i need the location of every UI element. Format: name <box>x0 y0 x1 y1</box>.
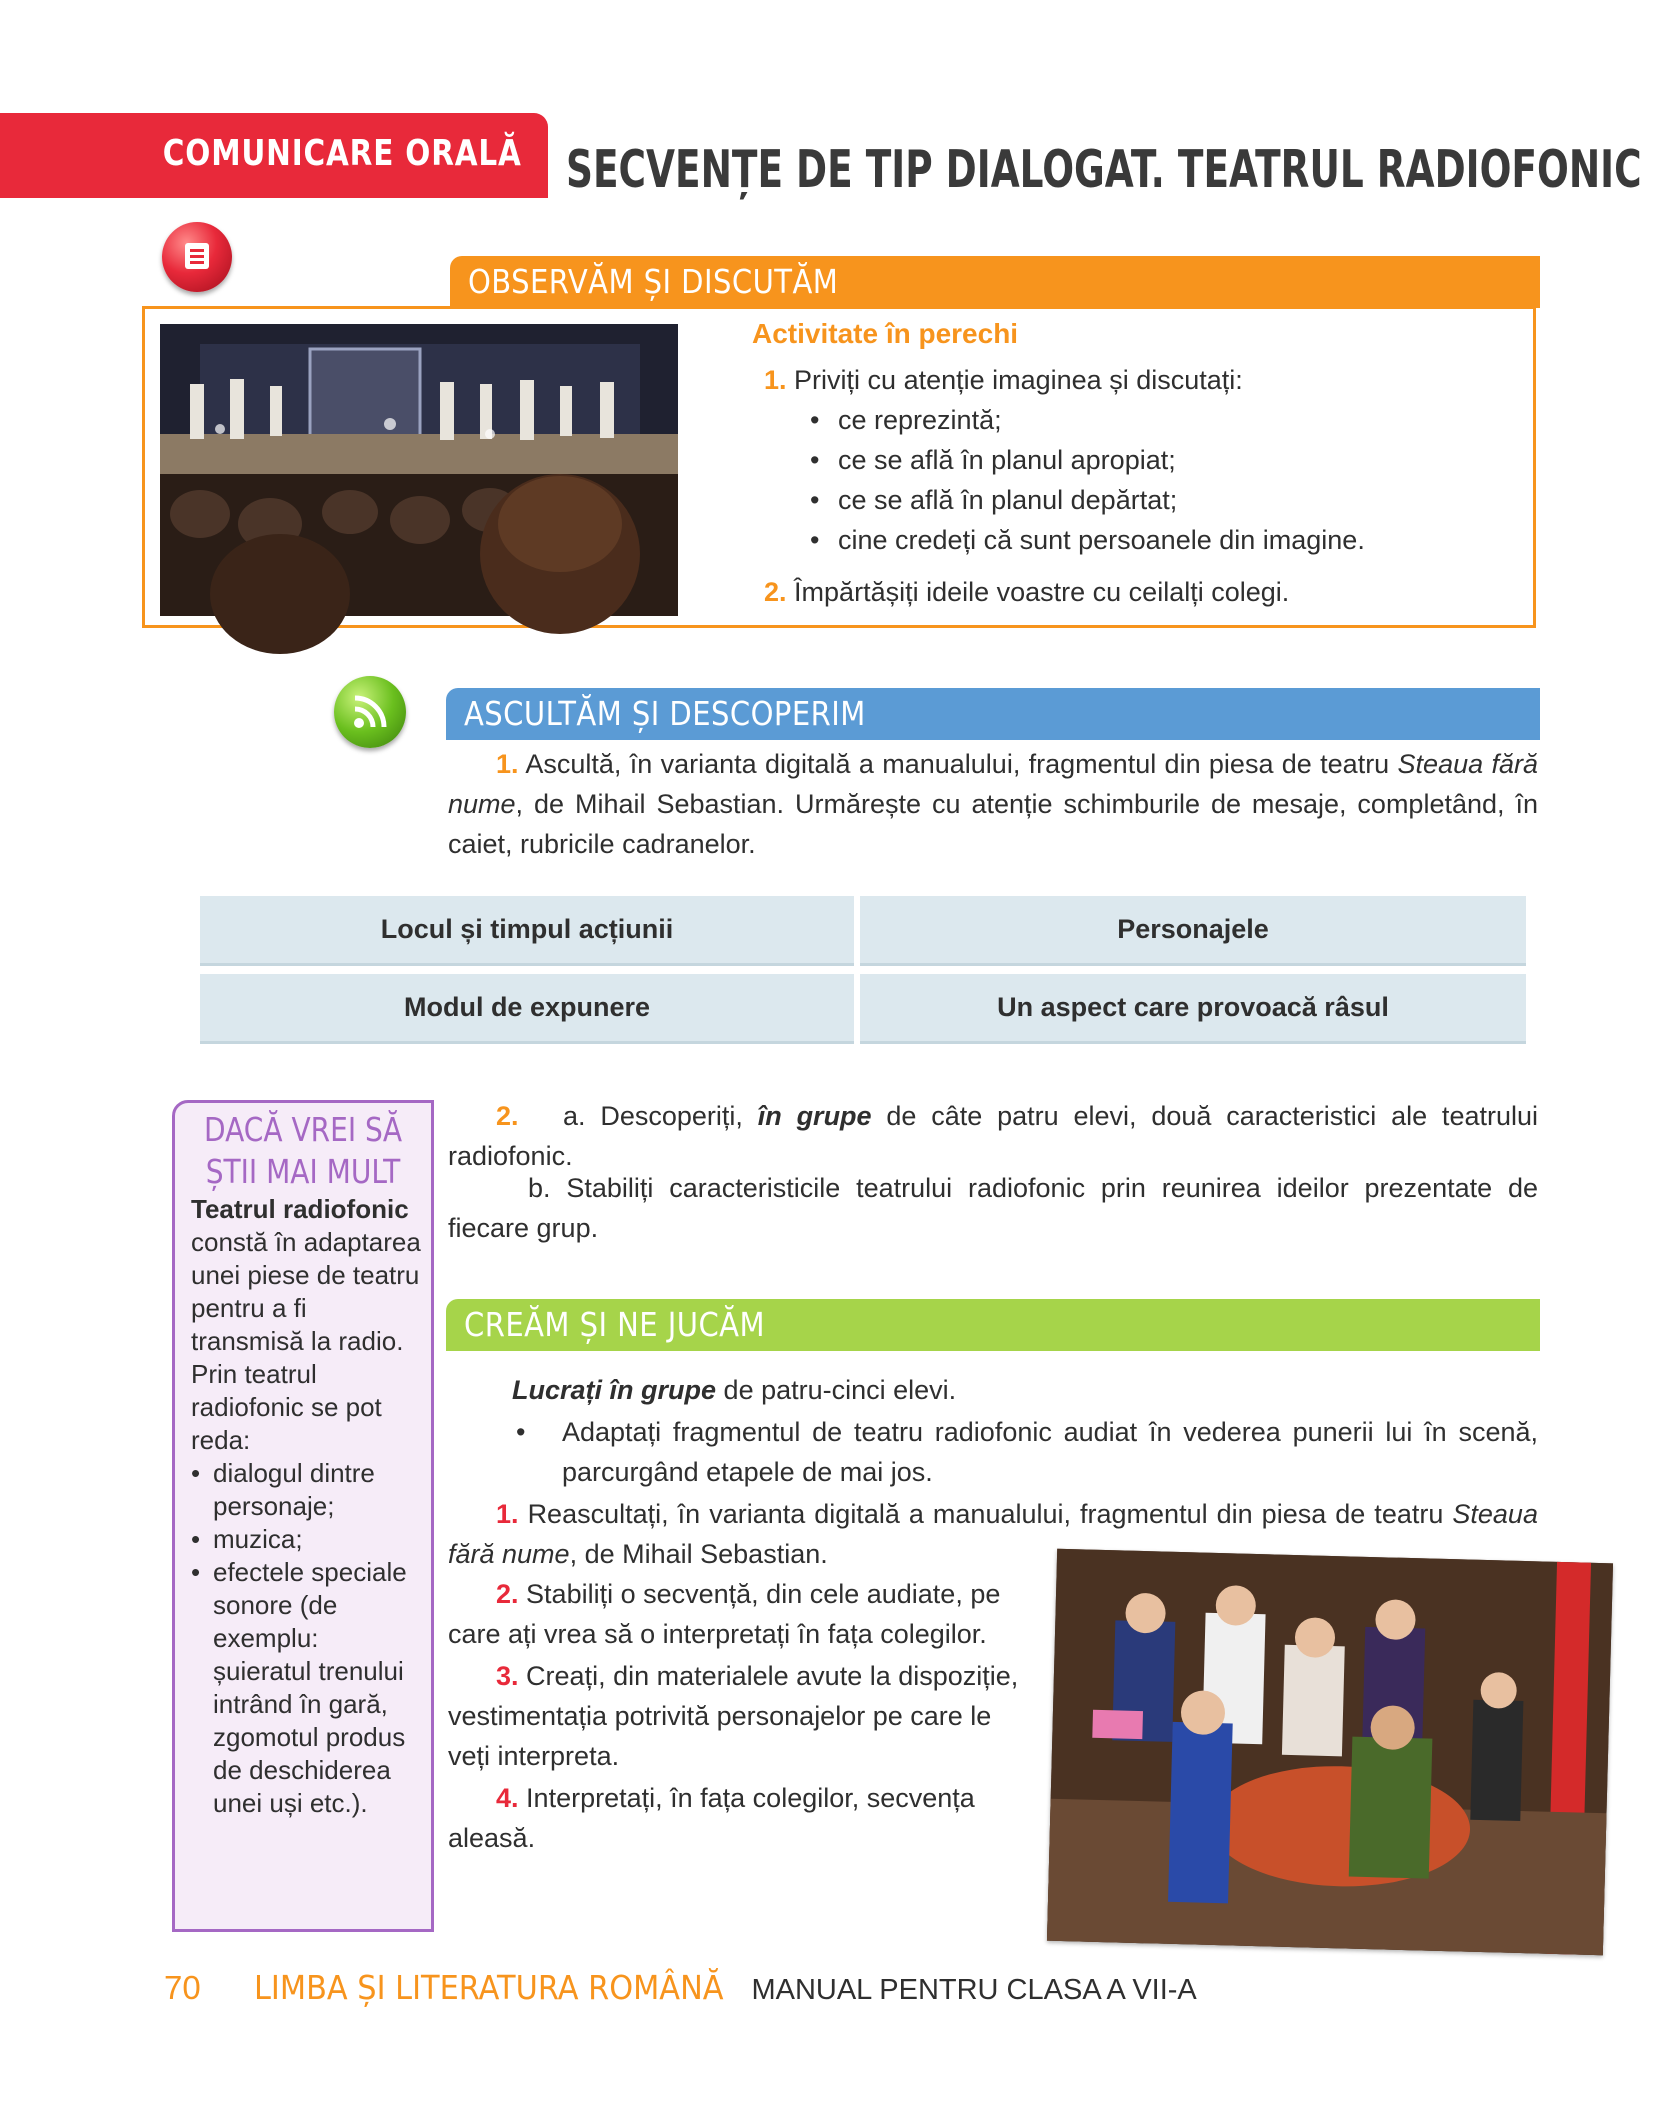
audio-icon <box>334 676 406 748</box>
list-item: • cine credeți că sunt persoanele din imagine. <box>806 520 1526 560</box>
create-intro: Lucrați în grupe de patru-cinci elevi. <box>512 1375 957 1405</box>
play-title: Steaua fără nume <box>448 1499 1538 1569</box>
listen-p2: 2. a. Descoperiți, în grupe de câte patru elevi, două caracteristici ale teatrului radiofonic. <box>448 1101 1538 1171</box>
list-item: • Adaptați fragmentul de teatru radiofonic audiat în vederea punerii lui în scenă, parcurgând etapele de mai jos. <box>512 1412 1538 1492</box>
section-tag-label: COMUNICARE ORALĂ <box>163 133 522 174</box>
listen-p2b: b. Stabiliți caracteristicile teatrului radiofonic prin reunirea ideilor prezentate de fiecare grup. <box>448 1173 1538 1243</box>
students-costumes-photo <box>1047 1549 1613 1955</box>
create-bullet <box>512 1412 1538 1492</box>
table-cell: Un aspect care provoacă râsul <box>860 974 1526 1044</box>
list-item: • ce se află în planul depărtat; <box>806 480 1526 520</box>
create-step-3: 3. Creați, din materialele avute la dispoziție, vestimentația potrivită personajelor pe care le veți interpreta. <box>448 1661 1019 1771</box>
info-term: Teatrul radiofonic <box>191 1194 409 1224</box>
activity-title: Activitate în perechi <box>752 318 1019 349</box>
table-cell: Modul de expunere <box>200 974 854 1044</box>
book-title: LIMBA ȘI LITERATURA ROMÂNĂ <box>253 1968 724 2007</box>
observe-q1: 1. Priviți cu atenție imaginea și discutați: <box>764 365 1243 395</box>
listen-p1: 1. Ascultă, în varianta digitală a manualului, fragmentul din piesa de teatru Steaua fără nume, de Mihail Sebastian. Urmărește cu atenție schimburile de mesaje, completând, în caiet, rubricile cadranelor. <box>448 749 1538 859</box>
create-step-1: 1. Reascultați, în varianta digitală a manualului, fragmentul din piesa de teatru Steaua fără nume, de Mihail Sebastian. <box>448 1499 1538 1569</box>
theatre-audience-photo <box>160 324 678 616</box>
section-create-heading: CREĂM ȘI NE JUCĂM <box>446 1299 1540 1351</box>
table-cell: Locul și timpul acțiunii <box>200 896 854 966</box>
play-title: Steaua fără nume <box>448 749 1538 819</box>
section-observe-heading: OBSERVĂM ȘI DISCUTĂM <box>450 256 1540 308</box>
observe-bullets <box>806 400 1526 560</box>
section-tag <box>0 113 548 198</box>
info-box-title: DACĂ VREI SĂ ȘTII MAI MULT <box>203 1110 403 1191</box>
section-listen-heading: ASCULTĂM ȘI DESCOPERIM <box>446 688 1540 740</box>
list-item: • efectele speciale sonore (de exemplu: șuieratul trenului intrând în gară, zgomotul produs de deschiderea unei uși etc.). <box>191 1556 421 1820</box>
list-item: • ce reprezintă; <box>806 400 1526 440</box>
class-label: MANUAL PENTRU CLASA A VII-A <box>751 1974 1197 2006</box>
page-number: 70 <box>164 1969 201 2006</box>
list-item: • dialogul dintre personaje; <box>191 1457 421 1523</box>
page-footer <box>164 1968 1197 2007</box>
page-title: SECVENȚE DE TIP DIALOGAT. TEATRUL RADIOFONIC <box>566 140 1642 200</box>
book-icon <box>162 222 232 292</box>
info-box-text: Teatrul radiofonic constă în adaptarea unei piese de teatru pentru a fi transmisă la radio. Prin teatrul radiofonic se pot reda: • dialogul dintre personaje; • muzica; • efectele speciale sonore (de exemplu: șuieratul trenului intrând în gară, zgomotul produs de deschiderea unei uși etc.). <box>175 1193 431 1820</box>
list-item: • muzica; <box>191 1523 421 1556</box>
create-step-4: 4. Interpretați, în fața colegilor, secvența aleasă. <box>448 1783 975 1853</box>
info-box <box>172 1100 434 1932</box>
observe-q2: 2. Împărtășiți ideile voastre cu ceilalți colegi. <box>764 577 1290 607</box>
create-step-2: 2. Stabiliți o secvență, din cele audiate, pe care ați vrea să o interpretați în fața colegilor. <box>448 1579 1001 1649</box>
list-item: • ce se află în planul apropiat; <box>806 440 1526 480</box>
table-cell: Personajele <box>860 896 1526 966</box>
